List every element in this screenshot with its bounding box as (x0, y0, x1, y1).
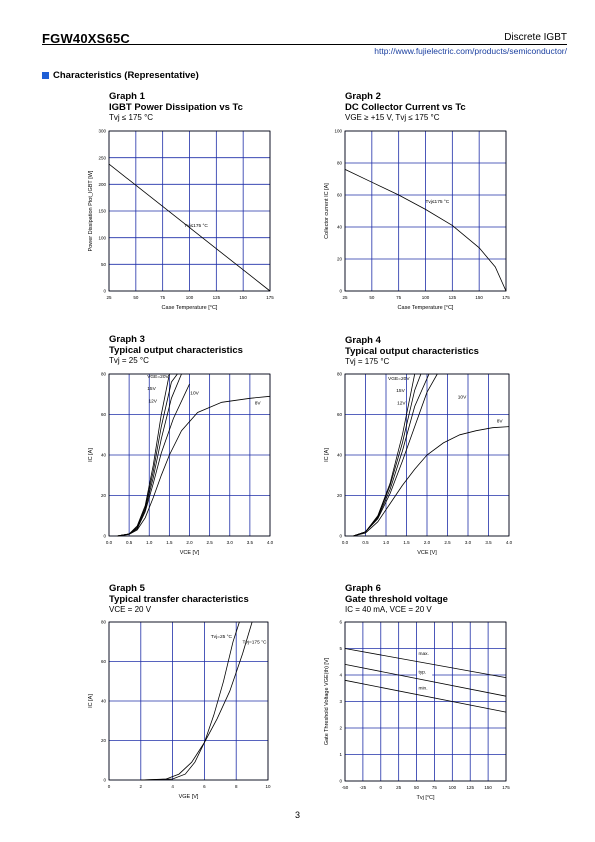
graph1-ytick: 150 (98, 208, 106, 214)
graph5-condition: VCE = 20 V (109, 605, 152, 614)
graph1-heading (109, 91, 243, 123)
graph2-xtick: 75 (396, 295, 402, 300)
graph2-xtick: 100 (421, 295, 430, 300)
graph6-xtick: 25 (396, 785, 402, 790)
graph3-xtick: 1.0 (146, 540, 153, 545)
graph1-ytick: 300 (98, 128, 106, 134)
graph2-ytick: 80 (336, 160, 342, 166)
graph4-annotation: VGE=20V (388, 377, 410, 383)
section-title: Characteristics (Representative) (53, 70, 199, 81)
graph6-chart (318, 617, 518, 807)
graph6-ytick: 6 (339, 619, 342, 625)
graph3-xtick: 2.5 (206, 540, 213, 545)
graph3-series-line (117, 396, 270, 536)
graph4-heading (345, 335, 479, 367)
graph6-xtick: 0 (379, 785, 383, 790)
graph3-label: Graph 3 (109, 334, 145, 345)
graph3-annotation: 12V (148, 399, 157, 405)
graph3-series-line (117, 384, 190, 536)
graph3-xtick: 0.0 (105, 540, 113, 545)
graph3-chart (82, 368, 282, 560)
graph3-annotation: 10V (190, 391, 199, 397)
graph1-xtick: 175 (266, 295, 274, 300)
product-url-link[interactable]: http://www.fujielectric.com/products/semiconductor/ (374, 46, 567, 56)
header-divider (42, 44, 567, 45)
graph3-annotation: 15V (147, 387, 156, 393)
graph5-ytick: 60 (100, 659, 106, 665)
graph1-chart (82, 125, 282, 315)
graph3-xlabel: VCE [V] (179, 550, 200, 556)
graph1-ytick: 100 (98, 235, 106, 241)
graph3-ytick: 20 (100, 493, 106, 499)
graph2-xtick: 25 (342, 295, 348, 300)
graph3-xtick: 1.5 (166, 540, 173, 545)
graph5-xtick: 8 (234, 784, 238, 789)
graph4-annotation: 15V (396, 389, 405, 395)
graph4-xlabel: VCE [V] (417, 550, 437, 556)
graph6-xtick: 75 (431, 785, 437, 790)
graph4-ytick: 0 (339, 533, 342, 539)
graph2-ytick: 0 (339, 288, 342, 294)
graph2-condition: VGE ≥ +15 V, Tvj ≤ 175 °C (345, 113, 440, 122)
graph5-xlabel: VGE [V] (178, 794, 199, 800)
graph2-ytick: 100 (334, 128, 342, 134)
graph4-xtick: 3.5 (485, 540, 492, 545)
graph5-xtick: 4 (171, 784, 174, 789)
graph2-ytick: 40 (336, 224, 342, 230)
graph3-ytick: 0 (103, 533, 106, 539)
graph1-title: IGBT Power Dissipation vs Tc (109, 102, 243, 113)
graph3-condition: Tvj = 25 °C (109, 356, 149, 365)
graph4-xtick: 1.5 (403, 540, 410, 545)
graph1-xtick: 25 (106, 295, 112, 300)
graph4-annotation: 12V (397, 401, 406, 407)
graph6-xtick: 125 (466, 785, 474, 790)
graph6-ylabel: Gate Threshold Voltage VGE(th) [V] (324, 657, 330, 746)
graph2-ytick: 20 (336, 256, 342, 262)
graph1-ylabel: Power Dissipation Ptot_IGBT [W] (88, 170, 94, 252)
graph2-title: DC Collector Current vs Tc (345, 102, 466, 113)
graph4-condition: Tvj = 175 °C (345, 357, 390, 366)
graph5-annotation: Tvj=25 °C (210, 634, 233, 640)
page-number: 3 (294, 810, 300, 820)
graph1-ytick: 250 (98, 155, 106, 161)
graph5-ytick: 40 (100, 698, 106, 704)
graph4-ytick: 60 (336, 412, 342, 418)
graph4-annotation: 8V (496, 419, 503, 425)
graph2-ylabel: Collector current IC [A] (324, 183, 330, 239)
graph5-xtick: 10 (265, 784, 271, 789)
graph5-title: Typical transfer characteristics (109, 594, 249, 605)
graph6-annotation: typ. (418, 670, 427, 676)
graph4-ylabel: IC [A] (324, 448, 330, 462)
graph4-xtick: 0.0 (341, 540, 349, 545)
graph3-annotation: VGE=20V (147, 375, 169, 381)
graph1-xtick: 75 (160, 295, 166, 300)
graph1-condition: Tvj ≤ 175 °C (109, 113, 154, 122)
graph4-xtick: 0.5 (362, 540, 369, 545)
graph1-ytick: 50 (100, 261, 106, 267)
graph6-xtick: 50 (414, 785, 420, 790)
graph6-xtick: -50 (341, 785, 349, 790)
graph3-xtick: 2.0 (186, 540, 193, 545)
product-category: Discrete IGBT (504, 32, 567, 43)
graph6-title: Gate threshold voltage (345, 594, 448, 605)
graph6-xtick: -25 (359, 785, 367, 790)
graph5-ylabel: IC [A] (88, 694, 94, 708)
graph4-ytick: 20 (336, 493, 342, 499)
graph2-annotation: Tvj≤175 °C (425, 200, 450, 205)
graph3-annotation: 8V (254, 401, 261, 407)
graph6-ytick: 3 (339, 699, 342, 705)
graph6-condition: IC = 40 mA, VCE = 20 V (345, 605, 432, 614)
graph4-xtick: 3.0 (464, 540, 472, 545)
graph3-xtick: 0.5 (125, 540, 133, 545)
graph5-label: Graph 5 (109, 583, 145, 594)
graph2-xtick: 50 (369, 295, 375, 300)
graph3-xtick: 3.5 (246, 540, 254, 545)
graph6-ytick: 2 (339, 725, 342, 731)
graph3-ylabel: IC [A] (88, 448, 94, 462)
graph6-annotation: min. (418, 686, 428, 692)
graph5-heading (109, 583, 249, 615)
graph5-ytick: 80 (100, 619, 106, 625)
graph1-ytick: 200 (98, 181, 106, 187)
graph3-xtick: 3.0 (226, 540, 233, 545)
graph5-ytick: 20 (100, 738, 106, 744)
graph4-chart (318, 368, 518, 560)
graph2-chart (318, 125, 518, 315)
graph1-xtick: 50 (133, 295, 139, 300)
graph2-label: Graph 2 (345, 91, 381, 102)
graph4-annotation: 10V (457, 395, 467, 401)
graph4-ytick: 80 (336, 371, 342, 377)
graph5-xtick: 2 (139, 784, 143, 789)
graph4-xtick: 1.0 (382, 540, 390, 545)
graph4-xtick: 4.0 (505, 540, 513, 545)
graph6-xlabel: Tvj [°C] (416, 795, 435, 801)
graph6-xtick: 100 (448, 785, 457, 790)
section-heading (42, 70, 199, 81)
graph6-label: Graph 6 (345, 583, 381, 594)
graph1-xlabel: Case Temperature [°C] (161, 305, 218, 311)
graph3-ytick: 60 (100, 412, 106, 418)
graph3-ytick: 80 (100, 371, 106, 377)
graph2-xtick: 125 (448, 295, 457, 300)
graph6-annotation: max. (418, 652, 429, 658)
graph6-xtick: 175 (502, 785, 510, 790)
part-number: FGW40XS65C (42, 31, 130, 46)
graph2-ytick: 60 (336, 192, 342, 198)
graph4-xtick: 2.5 (444, 540, 451, 545)
graph3-heading (109, 334, 243, 366)
section-square-icon (42, 72, 49, 79)
graph4-ytick: 40 (336, 452, 342, 458)
graph5-xtick: 6 (203, 784, 206, 789)
graph5-annotation: Tvj=175 °C (242, 640, 267, 646)
graph5-xtick: 0 (107, 784, 111, 789)
graph1-xtick: 100 (185, 295, 194, 300)
graph2-xtick: 150 (475, 295, 483, 300)
graph1-label: Graph 1 (109, 91, 145, 102)
graph3-title: Typical output characteristics (109, 345, 243, 356)
graph1-annotation: Tvj≤175 °C (184, 224, 208, 229)
graph6-ytick: 5 (339, 646, 342, 652)
graph6-ytick: 4 (339, 672, 342, 678)
graph4-xtick: 2.0 (423, 540, 431, 545)
graph2-heading (345, 91, 466, 123)
graph1-ytick: 0 (103, 288, 106, 294)
graph6-heading (345, 583, 448, 615)
graph5-ytick: 0 (103, 777, 106, 783)
graph5-chart (82, 617, 282, 807)
graph2-xtick: 175 (502, 295, 510, 300)
graph4-title: Typical output characteristics (345, 346, 479, 357)
graph1-xtick: 150 (239, 295, 247, 300)
graph2-xlabel: Case Temperature [°C] (397, 305, 454, 311)
graph3-xtick: 4.0 (266, 540, 274, 545)
graph6-ytick: 1 (339, 752, 342, 758)
graph1-xtick: 125 (212, 295, 221, 300)
graph4-label: Graph 4 (345, 335, 381, 346)
graph6-ytick: 0 (339, 778, 342, 784)
graph3-ytick: 40 (100, 452, 106, 458)
graph6-xtick: 150 (484, 785, 492, 790)
